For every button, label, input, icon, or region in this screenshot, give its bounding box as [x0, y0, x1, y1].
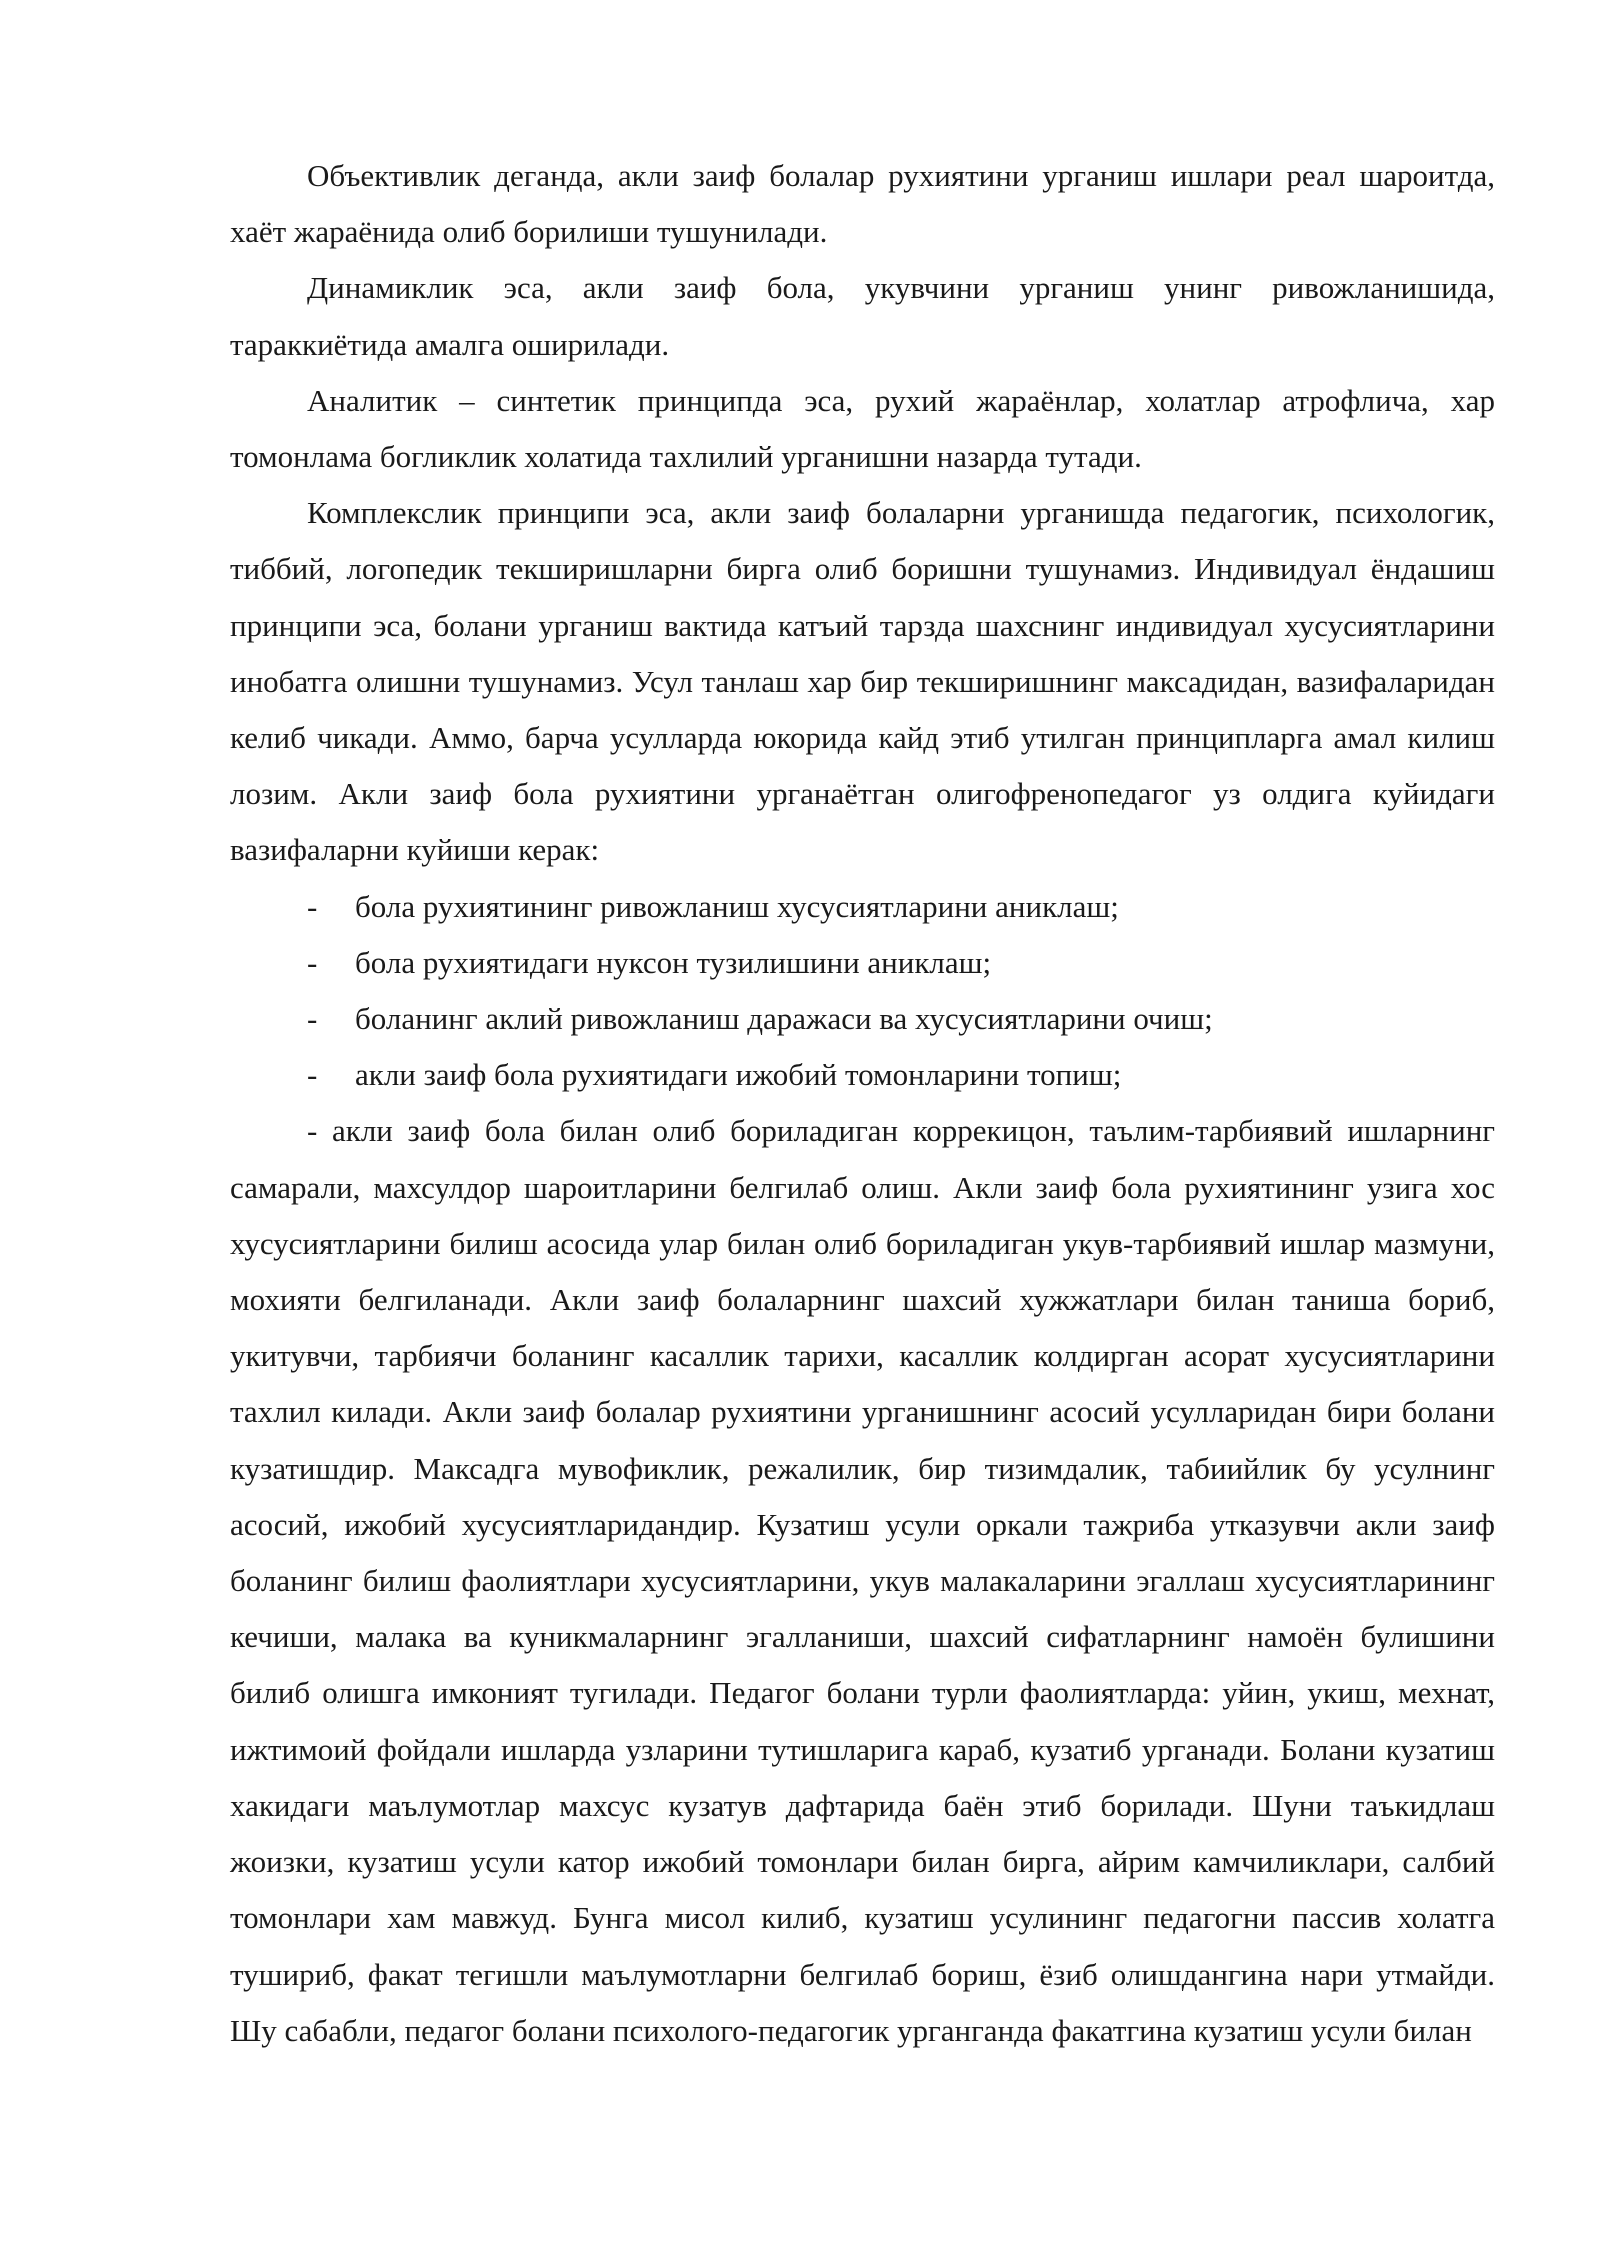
list-item [230, 935, 1495, 991]
paragraph-analytic-synthetic: Аналитик – синтетик принципда эса, рухий жараёнлар, холатлар атрофлича, хар томонлама богликлик холатида тахлилий урганишни назарда тутади. [230, 382, 1495, 475]
document-page [230, 148, 1495, 2059]
list-marker: - [307, 944, 318, 980]
list-item-text: акли заиф бола рухиятидаги ижобий томонларини топиш; [355, 1057, 1122, 1093]
list-item-text: бола рухиятининг ривожланиш хусусиятларини аниклаш; [355, 888, 1119, 924]
list-item [230, 1047, 1495, 1103]
list-marker: - [307, 1057, 318, 1093]
paragraph-dynamics: Динамиклик эса, акли заиф бола, укувчини урганиш унинг ривожланишида, тараккиётида амалга оширилади. [230, 270, 1495, 362]
list-marker: - [307, 888, 318, 924]
list-item [230, 991, 1495, 1047]
list-item-text: бола рухиятидаги нуксон тузилишини аниклаш; [355, 944, 992, 980]
list-item-text: боланинг аклий ривожланиш даражаси ва хусусиятларини очиш; [355, 1001, 1213, 1037]
tasks-list [230, 879, 1495, 1104]
paragraph-observation-method: - акли заиф бола билан олиб бориладиган коррекицон, таълим-тарбиявий ишларнинг самарали, махсулдор шароитларини белгилаб олиш. Акли заиф бола рухиятининг узига хос хусусиятларини билиш асосида улар билан олиб бориладиган укув-тарбиявий ишлар мазмуни, мохияти белгиланади. Акли заиф болаларнинг шахсий хужжатлари билан таниша бориб, укитувчи, тарбиячи боланинг касаллик тарихи, касаллик колдирган асорат хусусиятларини тахлил килади. Акли заиф болалар рухиятини урганишнинг асосий усулларидан бири болани кузатишдир. Максадга мувофиклик, режалилик, бир тизимдалик, табиийлик бу усулнинг асосий, ижобий хусусиятларидандир. Кузатиш усули оркали тажриба утказувчи акли заиф боланинг билиш фаолиятлари хусусиятларини, укув малакаларини эгаллаш хусусиятларининг кечиши, малака ва куникмаларнинг эгалланиши, шахсий сифатларнинг намоён булишини билиб олишга имконият тугилади. Педагог болани турли фаолиятларда: уйин, укиш, мехнат, ижтимоий фойдали ишларда узларини тутишларига караб, кузатиб урганади. Болани кузатиш хакидаги маълумотлар махсус кузатув дафтарида баён этиб борилади. Шуни таъкидлаш жоизки, кузатиш усули катор ижобий томонлари билан бирга, айрим камчиликлари, салбий томонлари хам мавжуд. Бунга мисол килиб, кузатиш усулининг педагогни пассив холатга тушириб, факат тегишли маълумотларни белгилаб бориш, ёзиб олишдангина нари утмайди. Шу сабабли, педагог болани психолого-педагогик урганганда факатгина кузатиш усули билан [230, 1113, 1495, 2048]
list-item [230, 879, 1495, 935]
paragraph-complexity: Комплекслик принципи эса, акли заиф болаларни урганишда педагогик, психологик, тиббий, логопедик текширишларни бирга олиб боришни тушунамиз. Индивидуал ёндашиш принципи эса, болани урганиш вактида катъий тарзда шахснинг индивидуал хусусиятларини инобатга олишни тушунамиз. Усул танлаш хар бир текширишнинг максадидан, вазифаларидан келиб чикади. Аммо, барча усулларда юкорида кайд этиб утилган принципларга амал килиш лозим. Акли заиф бола рухиятини урганаётган олигофренопедагог уз олдига куйидаги вазифаларни куйиши керак: [230, 495, 1495, 868]
list-marker: - [307, 1001, 318, 1037]
paragraph-objectivity: Объективлик деганда, акли заиф болалар рухиятини урганиш ишлари реал шароитда, хаёт жараёнида олиб борилиши тушунилади. [230, 158, 1495, 250]
